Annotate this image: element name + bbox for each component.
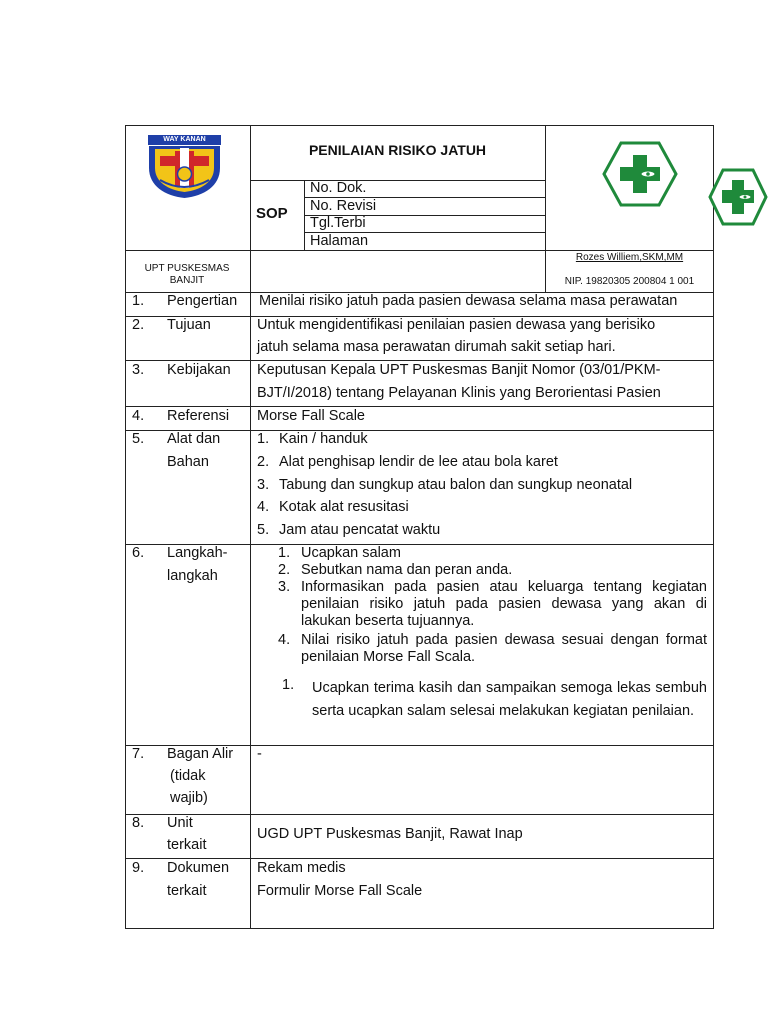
step-number: 1. — [282, 677, 295, 693]
step-text: Nilai risiko jatuh pada pasien dewasa sesuai dengan format penilaian Morse Fall Scala. — [301, 632, 707, 665]
section-label: Langkah- — [167, 545, 228, 561]
issue-date-label: Tgl.Terbi — [310, 215, 366, 231]
section-label: (tidak — [170, 768, 206, 784]
section-number: 4. — [132, 408, 145, 424]
section-number: 9. — [132, 860, 145, 876]
step-text: Sebutkan nama dan peran anda. — [301, 562, 513, 578]
list-item-number: 5. — [257, 522, 270, 538]
section-text: Rekam medis — [257, 860, 346, 876]
list-item: Alat penghisap lendir de lee atau bola karet — [279, 454, 558, 470]
section-number: 8. — [132, 815, 145, 831]
list-item-number: 1. — [257, 431, 270, 447]
section-label: Alat dan — [167, 431, 221, 447]
section-number: 1. — [132, 293, 145, 309]
doc-number-label: No. Dok. — [310, 180, 367, 196]
section-label: Pengertian — [167, 293, 238, 309]
step-number: 2. — [278, 562, 291, 578]
section-label: Bahan — [167, 454, 209, 470]
step-number: 4. — [278, 632, 291, 648]
logo-label: WAY KANAN — [163, 136, 206, 143]
section-text: Formulir Morse Fall Scale — [257, 883, 423, 899]
step-text: Informasikan pada pasien atau keluarga tentang kegiatan penilaian risiko jatuh pada pasien dewasa yang akan di lakukan beserta tujuannya. — [301, 579, 707, 629]
section-text: Keputusan Kepala UPT Puskesmas Banjit Nomor (03/01/PKM- — [257, 362, 661, 378]
list-item-number: 3. — [257, 477, 270, 493]
section-label: Dokumen — [167, 860, 230, 876]
header-column-divider — [545, 125, 546, 293]
section-text: Untuk mengidentifikasi penilaian pasien dewasa yang berisiko — [257, 317, 656, 333]
step-number: 3. — [278, 579, 291, 595]
section-label: wajib) — [170, 790, 208, 806]
puskesmas-cross-icon — [602, 141, 678, 207]
section-text: BJT/I/2018) tentang Pelayanan Klinis yang Berorientasi Pasien — [257, 385, 661, 401]
list-item: Kain / handuk — [279, 431, 368, 447]
page-label: Halaman — [310, 233, 369, 249]
section-label: Referensi — [167, 408, 230, 424]
section-number: 6. — [132, 545, 145, 561]
section-divider — [125, 406, 714, 407]
list-item: Kotak alat resusitasi — [279, 499, 409, 515]
revision-label: No. Revisi — [310, 198, 377, 214]
section-text: jatuh selama masa perawatan dirumah sakit setiap hari. — [257, 339, 616, 355]
list-item: Tabung dan sungkup atau balon dan sungkup neonatal — [279, 477, 633, 493]
section-text: Morse Fall Scale — [257, 408, 365, 424]
section-number: 5. — [132, 431, 145, 447]
section-text: - — [257, 746, 262, 762]
puskesmas-cross-icon — [708, 168, 768, 228]
section-label: terkait — [167, 837, 207, 853]
section-label: Kebijakan — [167, 362, 231, 378]
section-label: langkah — [167, 568, 218, 584]
document-title: PENILAIAN RISIKO JATUH — [308, 142, 487, 158]
step-text: Ucapkan terima kasih dan sampaikan semoga lekas sembuh serta ucapkan salam selesai melakukan kegiatan penilaian. — [312, 680, 707, 719]
section-divider — [125, 360, 714, 361]
signatory-nip: NIP. 19820305 200804 1 001 — [564, 276, 695, 287]
section-label: Bagan Alir — [167, 746, 234, 762]
section-label: terkait — [167, 883, 207, 899]
sop-label: SOP — [256, 205, 288, 222]
section-label: Tujuan — [167, 317, 211, 333]
step-text: Ucapkan salam — [301, 545, 401, 561]
organization-name: UPT PUSKESMAS BANJIT — [144, 263, 230, 286]
section-text: Menilai risiko jatuh pada pasien dewasa selama masa perawatan — [259, 293, 678, 309]
section-number: 2. — [132, 317, 145, 333]
section-divider — [125, 814, 714, 815]
section-text: UGD UPT Puskesmas Banjit, Rawat Inap — [257, 826, 523, 842]
list-item-number: 4. — [257, 499, 270, 515]
list-item-number: 2. — [257, 454, 270, 470]
sop-column-divider — [304, 180, 305, 251]
section-number: 3. — [132, 362, 145, 378]
title-divider — [250, 180, 545, 181]
step-number: 1. — [278, 545, 291, 561]
section-label: Unit — [167, 815, 193, 831]
header-divider — [125, 250, 714, 251]
list-item: Jam atau pencatat waktu — [279, 522, 441, 538]
signatory-name: Rozes Williem,SKM,MM — [575, 252, 684, 263]
section-divider — [125, 858, 714, 859]
section-number: 7. — [132, 746, 145, 762]
column-divider — [250, 125, 251, 929]
